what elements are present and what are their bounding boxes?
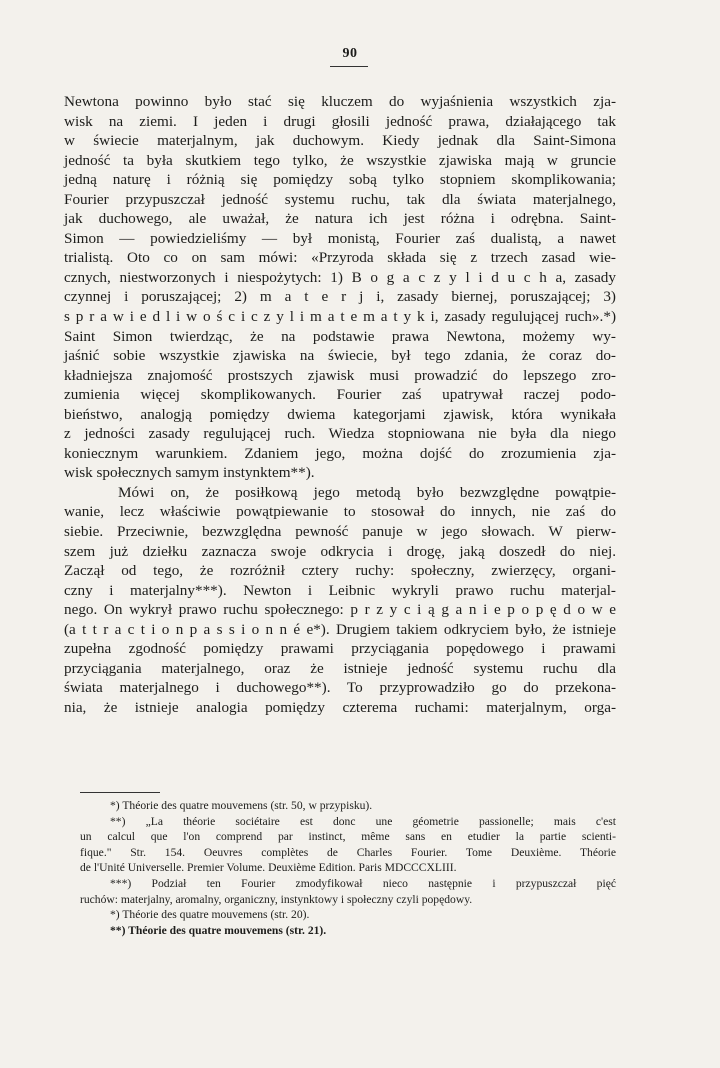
body-line: świata materjalnego i duchowego**). To przyprowadziło go do przekona-: [64, 679, 616, 697]
body-line: Saint Simon twierdząc, że na podstawie prawa Newtona, możemy wy-: [64, 327, 616, 345]
body-line: wisk na ziemi. I jeden i drugi głosili jedność prawa, działającego tak: [64, 112, 616, 130]
footnote-line: fique." Str. 154. Oeuvres complètes de Charles Fourier. Tome Deuxième. Théorie: [80, 845, 616, 859]
body-line: kładniejsza znajomość prostszych zjawisk musi prowadzić do lepszego zro-: [64, 366, 616, 384]
body-text: [64, 92, 616, 718]
body-line: nego. On wykrył prawo ruchu społecznego: p r z y c i ą g a n i e p o p ę d o w e: [64, 601, 616, 619]
body-line: wisk społecznych samym instynktem**).: [64, 464, 315, 482]
body-line: Zaczął od tego, że rozróżnił cztery ruchy: społeczny, zwierzęcy, organi-: [64, 562, 616, 580]
body-line: Fourier przypuszczał jedność systemu ruchu, tak dla świata materjalnego,: [64, 190, 616, 208]
body-line: trialistą. Oto co on sam mówi: «Przyroda składa się z trzech zasad wie-: [64, 249, 616, 267]
body-line: szem już dziełku zaznacza swoje odkrycia i drogę, jaką doszedł do niej.: [64, 542, 616, 560]
page-number-underline: [330, 66, 368, 67]
body-line: jedną naturę i różnią się pomiędzy sobą tylko stopniem skomplikowania;: [64, 171, 616, 189]
page-number: 90: [342, 46, 358, 61]
body-line: czynnej i poruszającej; 2) m a t e r j i, zasady biernej, poruszającej; 3): [64, 288, 616, 306]
body-line: bieństwo, analogją pomiędzy dwiema kategorjami zjawisk, która wynikała: [64, 405, 616, 423]
footnote-line: ruchów: materjalny, aromalny, organiczny, instynktowy i społeczny czyli popędowy.: [80, 892, 473, 906]
footnote-line: *) Théorie des quatre mouvemens (str. 20).: [110, 908, 310, 922]
footnote-line: **) Théorie des quatre mouvemens (str. 21).: [110, 923, 327, 937]
footnotes: [80, 798, 616, 938]
body-line: jedność ta była skutkiem tego tylko, że wszystkie zjawiska mają w gruncie: [64, 151, 616, 169]
body-line: koniecznym warunkiem. Zdaniem jego, można dojść do zrozumienia zja-: [64, 444, 616, 462]
body-line: z jedności zasady regulującej ruch. Wiedza stopniowana nie była dla niego: [64, 425, 616, 443]
body-line: siebie. Przeciwnie, bezwzględna pewność panuje w jego słowach. W pierw-: [64, 523, 616, 541]
body-line: w świecie materjalnym, jak duchowym. Kiedy jednak dla Saint-Simona: [64, 132, 616, 150]
body-line: Newtona powinno było stać się kluczem do wyjaśnienia wszystkich zja-: [64, 93, 616, 110]
footnote-line: de l'Unité Universelle. Premier Volume. Deuxième Edition. Paris MDCCCXLIII.: [80, 861, 457, 875]
footnote-line: *) Théorie des quatre mouvemens (str. 50, w przypisku).: [110, 799, 373, 812]
body-line: nia, że istnieje analogia pomiędzy czterema ruchami: materjalnym, orga-: [64, 698, 616, 716]
body-line: jaśnić sobie wszystkie zjawiska na świecie, był tego zdania, że coraz do-: [64, 347, 616, 365]
body-line: przyciągania materjalnego, oraz że istnieje jedność systemu ruchu dla: [64, 659, 616, 677]
footnote-line: **) „La théorie sociétaire est donc une géometrie passionelle; mais c'est: [110, 814, 616, 828]
body-line: zumienia więcej skomplikowanych. Fourier zaś upatrywał raczej podo-: [64, 386, 616, 404]
body-line: czny i materjalny***). Newton i Leibnic wykryli prawo ruchu materjal-: [64, 581, 616, 599]
body-line: (a t t r a c t i o n p a s s i o n n é e*). Drugiem takiem odkryciem było, że istnieje: [64, 620, 616, 638]
body-line: s p r a w i e d l i w o ś c i c z y l i m a t e m a t y k i, zasady regulującej ruch».*): [64, 308, 616, 326]
footnote-separator: [80, 792, 160, 793]
body-line: zupełna zgodność pomiędzy prawami przyciągania popędowego i prawami: [64, 640, 616, 658]
footnote-line: ***) Podział ten Fourier zmodyfikował nieco następnie i przypuszczał pięć: [110, 876, 616, 890]
body-line: wanie, lecz właściwie powątpiewanie to stosował do innych, nie zaś do: [64, 503, 616, 521]
body-line: Mówi on, że posiłkową jego metodą było bezwzględne powątpie-: [118, 483, 616, 501]
body-line: jak duchowego, ale uważał, że natura ich jest różna i odrębna. Saint-: [64, 210, 616, 228]
body-line: Simon — powiedzieliśmy — był monistą, Fourier zaś dualistą, a nawet: [64, 229, 616, 247]
footnote-line: un calcul que l'on comprend par instinct, même sans en etudier la partie scienti-: [80, 830, 616, 844]
body-line: cznych, niestworzonych i niespożytych: 1) B o g a c z y l i d u c h a, zasady: [64, 268, 616, 286]
